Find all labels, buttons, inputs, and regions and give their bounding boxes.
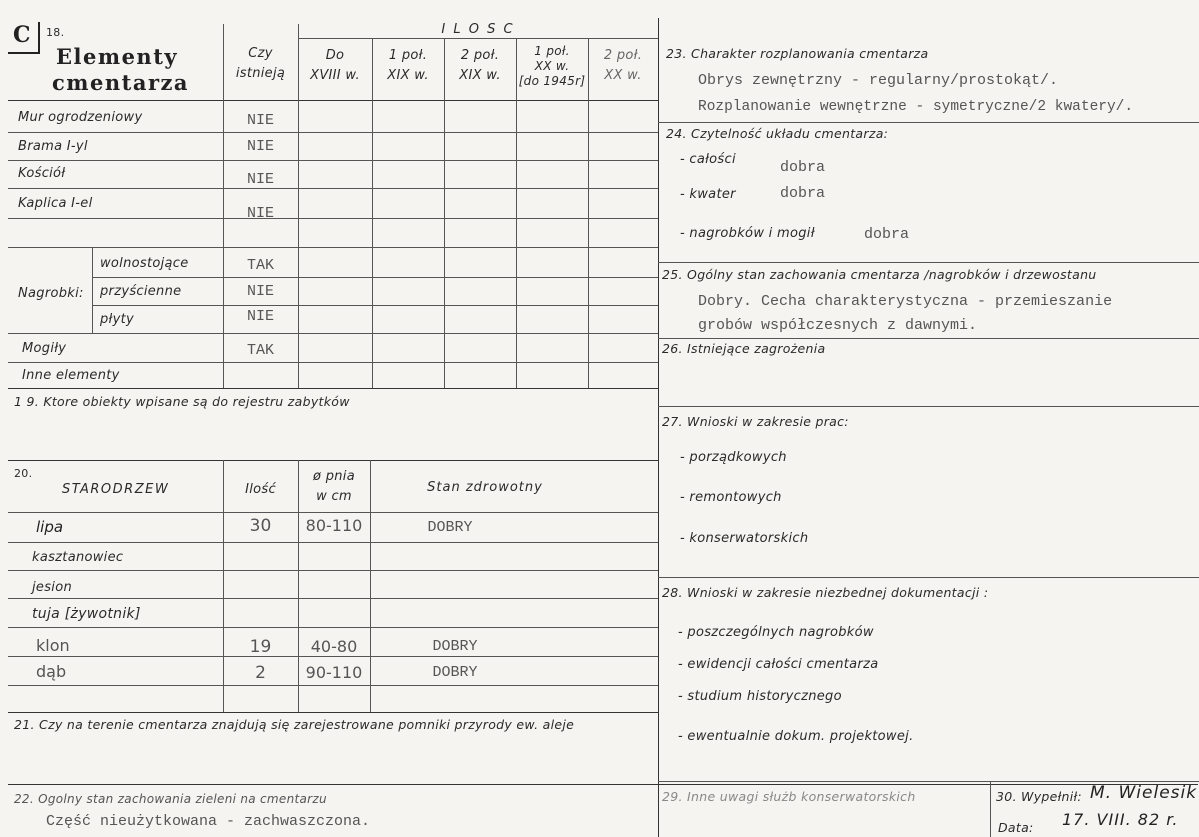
s28-item: - poszczególnych nagrobków <box>678 625 874 640</box>
rule <box>444 38 445 388</box>
s24-row-label: - całości <box>680 152 736 167</box>
tree-qty: 2 <box>255 663 266 683</box>
exists-header-2: istnieją <box>235 66 286 81</box>
rule <box>658 781 1199 782</box>
period-header: [do 1945r] <box>518 74 586 88</box>
s28-item: - studium historycznego <box>678 689 842 704</box>
s26-label: 26. Istniejące zagrożenia <box>662 341 826 356</box>
element-label: Brama I-yl <box>18 139 88 154</box>
rule <box>8 388 658 389</box>
tree-state: DOBRY <box>432 638 478 655</box>
tree-diam: 40-80 <box>310 637 358 656</box>
period-header: 1 poł. <box>388 48 428 63</box>
rule <box>658 122 1199 123</box>
rule <box>298 38 658 39</box>
rule <box>8 542 658 543</box>
s30-date-value: 17. VIII. 82 r. <box>1062 810 1179 829</box>
rule <box>8 188 658 189</box>
tree-diam: 80-110 <box>305 516 363 535</box>
period-header: XX w. <box>534 59 570 73</box>
rule <box>8 712 658 713</box>
s23-label: 23. Charakter rozplanowania cmentarza <box>666 46 929 61</box>
nagrobki-row-value: NIE <box>246 283 274 300</box>
rule <box>92 247 93 333</box>
s28-item: - ewidencji całości cmentarza <box>678 657 879 672</box>
rule <box>8 460 658 461</box>
card-letter: C <box>13 22 31 48</box>
s24-row-value: dobra <box>780 159 826 176</box>
tree-name: kasztanowiec <box>32 550 124 565</box>
rule <box>92 305 658 306</box>
s24-row-label: - kwater <box>680 187 736 202</box>
s27-item: - remontowych <box>680 490 782 505</box>
rule <box>658 577 1199 578</box>
period-header: 1 poł. <box>534 44 570 58</box>
rule <box>8 100 658 101</box>
rule <box>8 784 1198 785</box>
rule <box>658 338 1199 339</box>
tree-state: DOBRY <box>427 519 473 536</box>
rule <box>8 512 658 513</box>
period-header: XX w. <box>604 68 642 83</box>
period-header: 2 poł. <box>460 48 500 63</box>
nagrobki-row-value: NIE <box>246 308 274 325</box>
tree-qty: 19 <box>249 637 272 657</box>
tree-diam: 90-110 <box>305 663 363 682</box>
rule <box>92 277 658 278</box>
s23-line1: Obrys zewnętrzny - regularny/prostokąt/. <box>698 72 1059 89</box>
nagrobki-row-label: przyścienne <box>100 284 182 299</box>
s20-header-name: STARODRZEW <box>62 482 170 497</box>
rule <box>8 247 658 248</box>
rule <box>8 627 658 628</box>
s20-header-qty: Ilość <box>245 482 276 497</box>
rule <box>372 38 373 388</box>
s27-item: - konserwatorskich <box>680 531 809 546</box>
element-value: NIE <box>246 171 274 188</box>
period-header: XIX w. <box>387 68 429 83</box>
s28-label: 28. Wnioski w zakresie niezbednej dokumentacji : <box>662 585 989 600</box>
s30-label: 30. Wypełnił: <box>996 789 1082 804</box>
s19-label: 1 9. Ktore obiekty wpisane są do rejestru zabytków <box>14 394 350 409</box>
nagrobki-row-value: TAK <box>246 257 274 274</box>
s27-item: - porządkowych <box>680 450 787 465</box>
period-header: XIX w. <box>459 68 501 83</box>
tree-name: jesion <box>32 580 72 595</box>
tree-name: klon <box>36 636 70 655</box>
s22-label: 22. Ogolny stan zachowania zieleni na cmentarzu <box>14 792 327 806</box>
tree-qty: 30 <box>249 516 272 536</box>
s25-label: 25. Ogólny stan zachowania cmentarza /nagrobków i drzewostanu <box>662 267 1097 282</box>
element-value: NIE <box>246 112 274 129</box>
s20-header-diam: ø pnia <box>313 469 355 484</box>
rule <box>8 685 658 686</box>
exists-header: Czy <box>248 46 273 61</box>
element-label: Mur ogrodzeniowy <box>18 110 143 125</box>
s23-line2: Rozplanowanie wewnętrzne - symetryczne/2 kwatery/. <box>698 99 1134 115</box>
rule <box>658 406 1199 407</box>
rule <box>8 218 658 219</box>
title-line2: cmentarza <box>52 70 190 95</box>
nagrobki-row-label: płyty <box>100 312 134 327</box>
element-value: NIE <box>246 205 274 222</box>
s20-number: 20. <box>14 467 33 480</box>
section-number: 18. <box>46 26 65 39</box>
s24-row-value: dobra <box>780 185 826 202</box>
rule <box>990 781 991 837</box>
s29-label: 29. Inne uwagi służb konserwatorskich <box>662 789 916 804</box>
s24-row-label: - nagrobków i mogił <box>680 226 815 241</box>
mogily-value: TAK <box>246 342 274 359</box>
tree-name: lipa <box>36 518 64 536</box>
rule <box>588 38 589 388</box>
s28-item: - ewentualnie dokum. projektowej. <box>678 729 914 744</box>
rule <box>658 262 1199 263</box>
s25-line2: grobów współczesnych z dawnymi. <box>698 317 978 334</box>
inne-label: Inne elementy <box>22 368 120 383</box>
s20-header-state: Stan zdrowotny <box>427 480 543 495</box>
element-value: NIE <box>246 138 274 155</box>
s24-row-value: dobra <box>864 226 910 243</box>
period-header: XVIII w. <box>310 68 360 83</box>
rule <box>8 132 658 133</box>
element-label: Kaplica I-el <box>18 196 93 211</box>
s30-name: M. Wielesik <box>1090 783 1198 803</box>
rule <box>8 362 658 363</box>
rule <box>8 598 658 599</box>
quantity-header: I L O S C <box>441 22 515 37</box>
nagrobki-label: Nagrobki: <box>18 286 84 301</box>
rule <box>8 160 658 161</box>
s20-header-diam-unit: w cm <box>316 489 352 504</box>
rule <box>658 18 659 837</box>
s22-value: Część nieużytkowana - zachwaszczona. <box>46 813 371 830</box>
nagrobki-row-label: wolnostojące <box>100 256 189 271</box>
title-line1: Elementy <box>56 44 179 69</box>
tree-name: dąb <box>36 662 67 681</box>
tree-state: DOBRY <box>432 664 478 681</box>
period-header: 2 poł. <box>603 48 643 63</box>
tree-name: tuja [żywotnik] <box>32 606 141 622</box>
s27-label: 27. Wnioski w zakresie prac: <box>662 414 849 429</box>
s30-date-label: Data: <box>998 820 1034 835</box>
s21-label: 21. Czy na terenie cmentarza znajdują się zarejestrowane pomniki przyrody ew. aleje <box>14 717 575 732</box>
element-label: Kościół <box>18 166 66 181</box>
rule <box>516 38 517 388</box>
rule <box>8 570 658 571</box>
s24-label: 24. Czytelność układu cmentarza: <box>666 126 889 141</box>
period-header: Do <box>325 48 345 63</box>
rule <box>8 333 658 334</box>
s25-line1: Dobry. Cecha charakterystyczna - przemieszanie <box>698 293 1113 310</box>
mogily-label: Mogiły <box>22 341 67 356</box>
rule <box>8 656 658 657</box>
